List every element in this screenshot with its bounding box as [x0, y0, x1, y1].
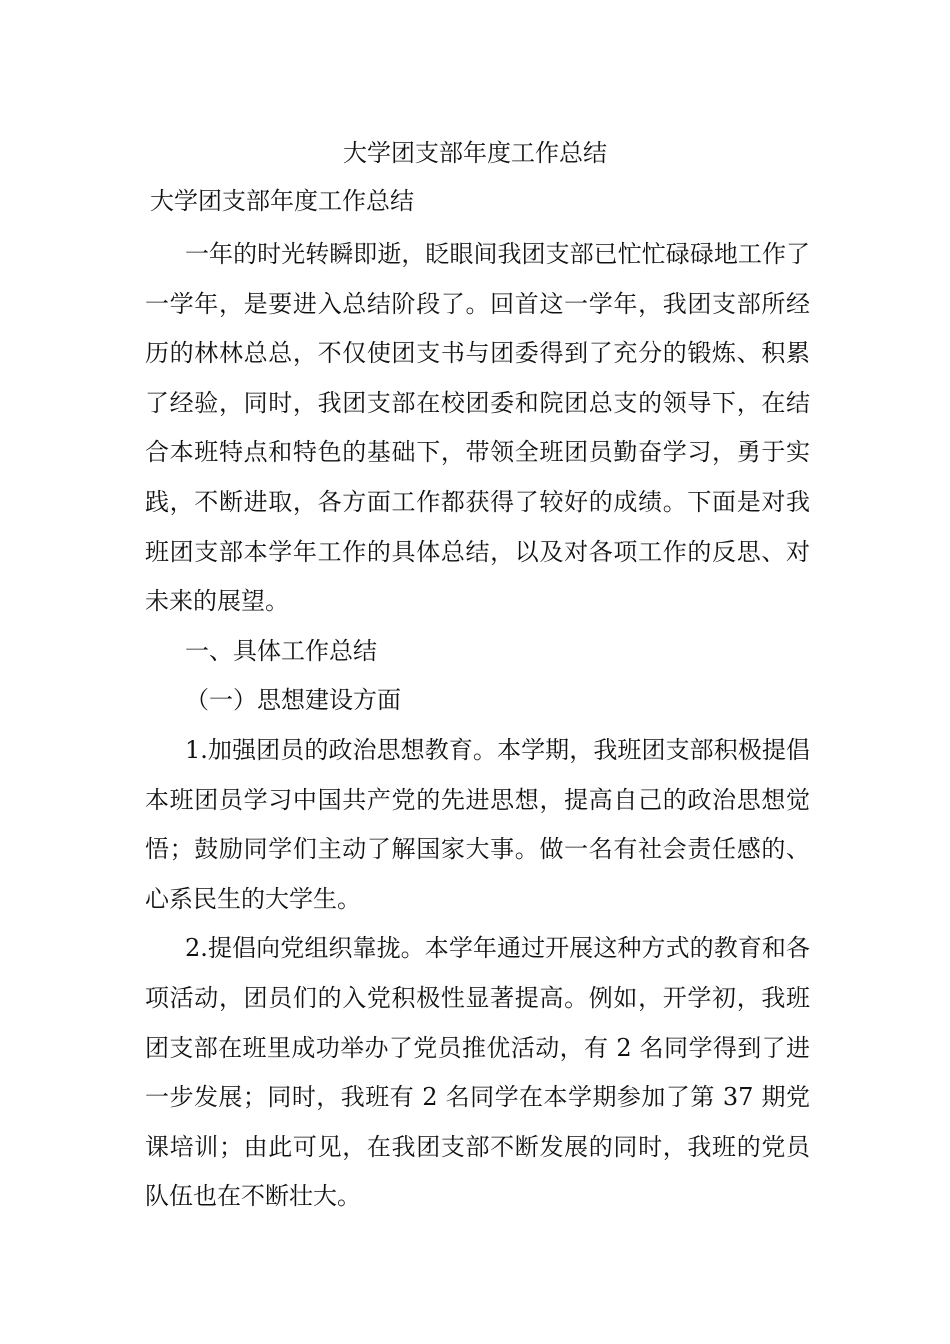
paragraph-item-2: 2.提倡向党组织靠拢。本学年通过开展这种方式的教育和各项活动，团员们的入党积极性显著提高。例如，开学初，我班团支部在班里成功举办了党员推优活动，有 2 名同学得到了进一步发展；同时，我班有 2 名同学在本学期参加了第 37 期党课培训；由此可见，在我团支部不断发展的同时，我班的党员队伍也在不断壮大。	[145, 934, 810, 1211]
paragraph-item-1: 1.加强团员的政治思想教育。本学期，我班团支部积极提倡本班团员学习中国共产党的先进思想，提高自己的政治思想觉悟；鼓励同学们主动了解国家大事。做一名有社会责任感的、心系民生的大学生。	[145, 735, 810, 913]
subsection-heading: （一）思想建设方面	[185, 686, 401, 715]
section-heading: 一、具体工作总结	[185, 636, 377, 665]
document-title: 大学团支部年度工作总结	[343, 139, 607, 167]
document-subtitle: 大学团支部年度工作总结	[150, 187, 414, 215]
document-body	[145, 230, 810, 1222]
paragraph-intro: 一年的时光转瞬即逝，眨眼间我团支部已忙忙碌碌地工作了一学年，是要进入总结阶段了。回首这一学年，我团支部所经历的林林总总，不仅使团支书与团委得到了充分的锻炼、积累了经验，同时，我团支部在校团委和院团总支的领导下，在结合本班特点和特色的基础下，带领全班团员勤奋学习，勇于实践，不断进取，各方面工作都获得了较好的成绩。下面是对我班团支部本学年工作的具体总结，以及对各项工作的反思、对未来的展望。	[145, 240, 810, 616]
